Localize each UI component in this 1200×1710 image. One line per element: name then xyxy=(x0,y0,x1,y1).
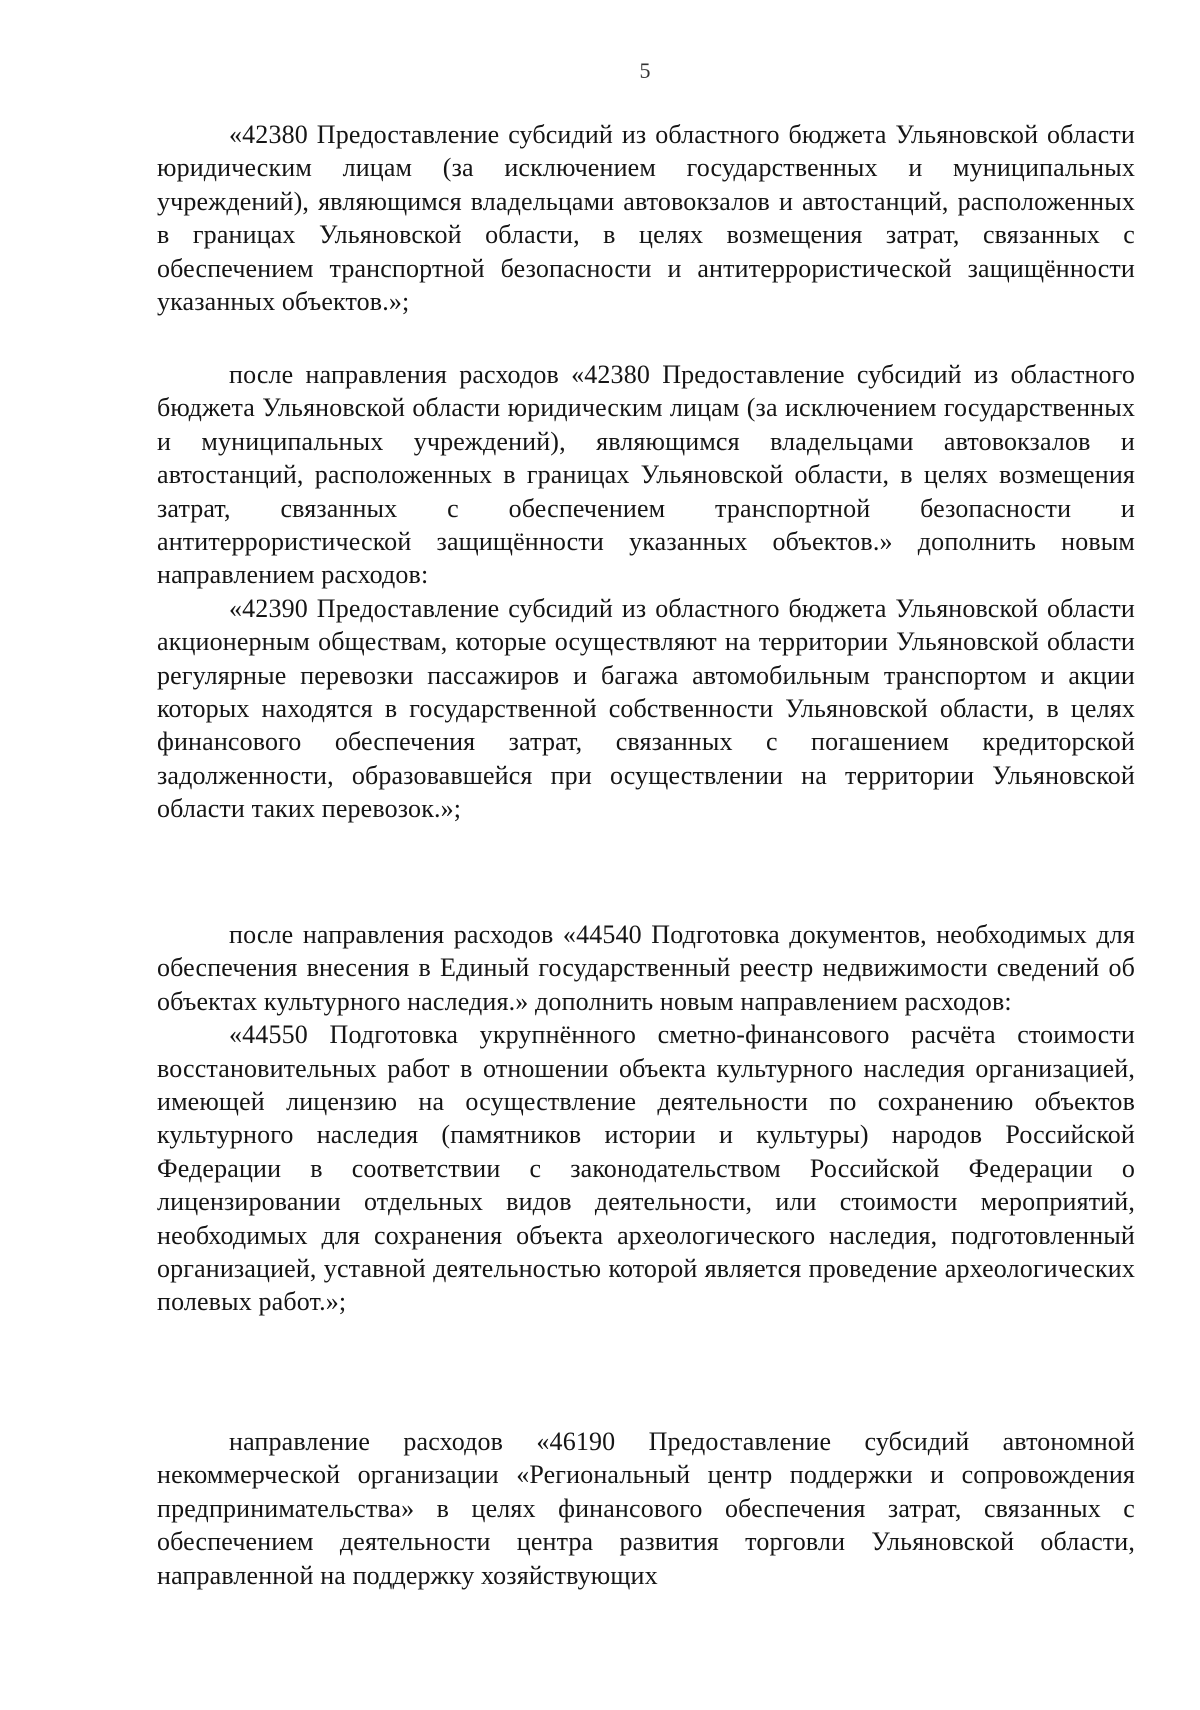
paragraph-46190: направление расходов «46190 Предоставление субсидий автономной некоммерческой организации «Региональный центр поддержки и сопровождения предпринимательства» в целях финансового обеспечения затрат, связанных с обеспечением деятельности центра развития торговли Ульяновской области, направленной на поддержку хозяйствующих xyxy=(157,1427,1135,1590)
paragraph-after-44540: после направления расходов «44540 Подготовка документов, необходимых для обеспечения внесения в Единый государственный реестр недвижимости сведений об объектах культурного наследия.» дополнить новым направлением расходов: xyxy=(157,920,1135,1016)
text-block-1 xyxy=(157,118,1135,318)
page-number: 5 xyxy=(639,58,651,83)
text-block-3 xyxy=(157,918,1135,1319)
paragraph-44550: «44550 Подготовка укрупнённого сметно-финансового расчёта стоимости восстановительных работ в отношении объекта культурного наследия организацией, имеющей лицензию на осуществление деятельности по сохранению объектов культурного наследия (памятников истории и культуры) народов Российской Федерации в соответствии с законодательством Российской Федерации о лицензировании отдельных видов деятельности, или стоимости мероприятий, необходимых для сохранения объекта археологического наследия, подготовленный организацией, уставной деятельностью которой является проведение археологических полевых работ.»; xyxy=(157,1020,1135,1317)
text-block-4 xyxy=(157,1425,1135,1592)
paragraph-42390: «42390 Предоставление субсидий из областного бюджета Ульяновской области акционерным обществам, которые осуществляют на территории Ульяновской области регулярные перевозки пассажиров и багажа автомобильным транспортом и акции которых находятся в государственной собственности Ульяновской области, в целях финансового обеспечения затрат, связанных с погашением кредиторской задолженности, образовавшейся при осуществлении на территории Ульяновской области таких перевозок.»; xyxy=(157,593,1135,824)
paragraph-42380: «42380 Предоставление субсидий из областного бюджета Ульяновской области юридическим лицам (за исключением государственных и муниципальных учреждений), являющимся владельцами автовокзалов и автостанций, расположенных в границах Ульяновской области, в целях возмещения затрат, связанных с обеспечением транспортной безопасности и антитеррористической защищённости указанных объектов.»; xyxy=(157,120,1135,317)
text-block-2 xyxy=(157,358,1135,826)
paragraph-after-42380: после направления расходов «42380 Предоставление субсидий из областного бюджета Ульяновской области юридическим лицам (за исключением государственных и муниципальных учреждений), являющимся владельцами автовокзалов и автостанций, расположенных в границах Ульяновской области, в целях возмещения затрат, связанных с обеспечением транспортной безопасности и антитеррористической защищённости указанных объектов.» дополнить новым направлением расходов: xyxy=(157,360,1135,590)
